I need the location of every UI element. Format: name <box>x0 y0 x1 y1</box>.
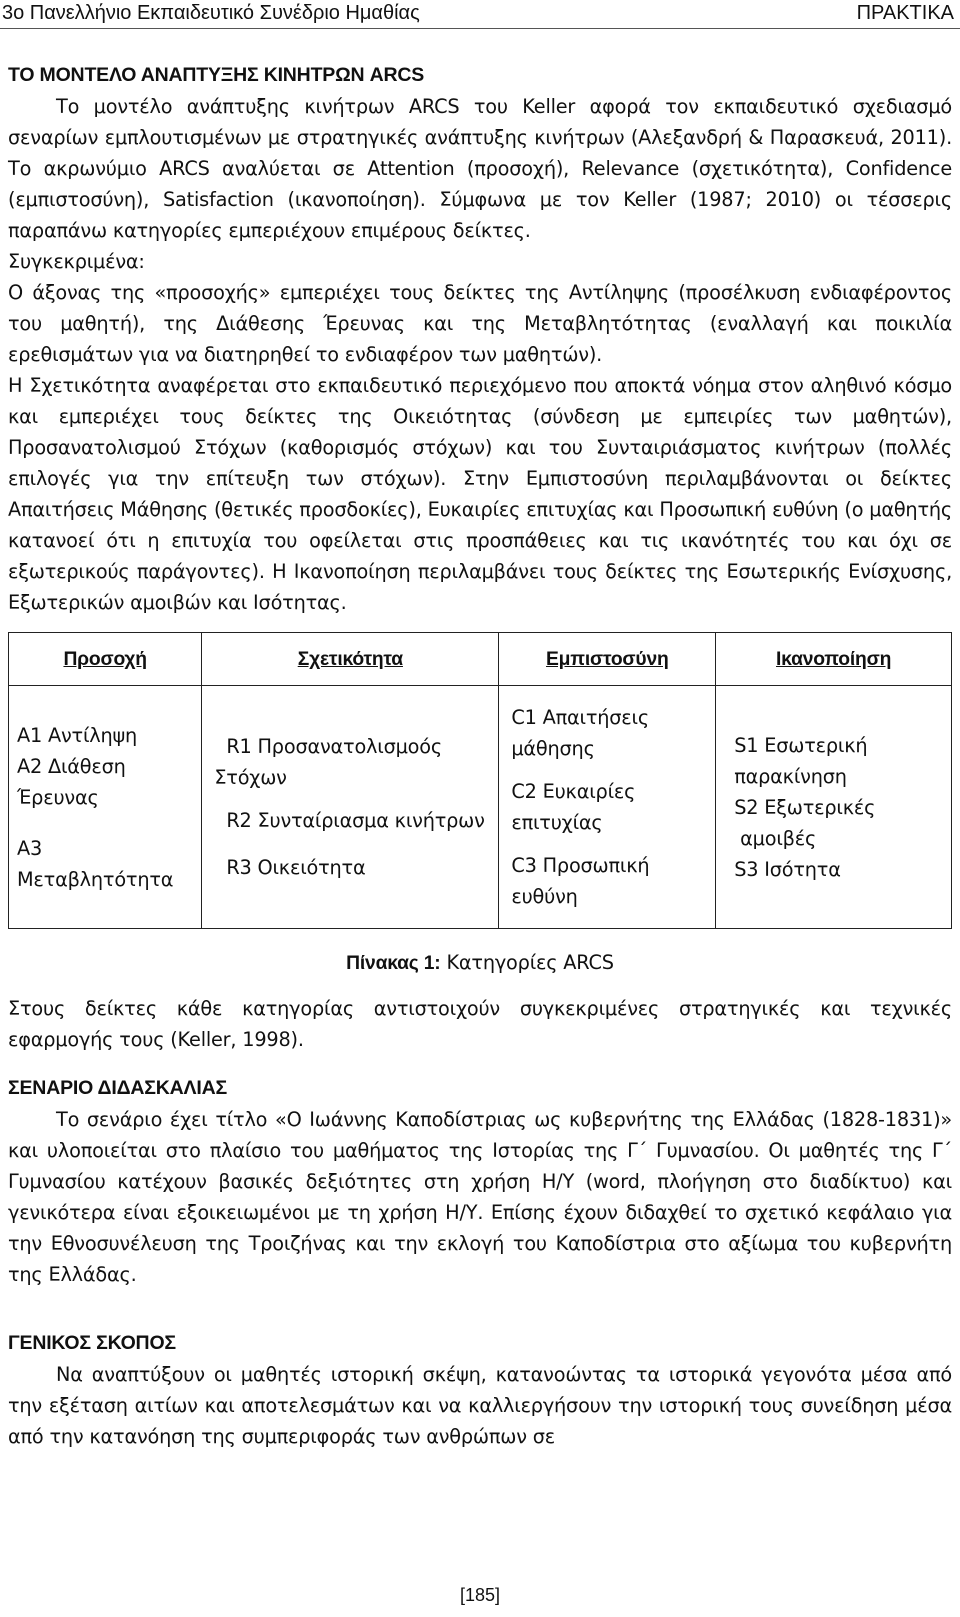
scenario-heading: ΣΕΝΑΡΙΟ ΔΙΔΑΣΚΑΛΙΑΣ <box>8 1077 227 1099</box>
page-header <box>0 0 960 30</box>
attention-a2-cont: Έρευνας <box>17 785 99 809</box>
attention-paragraph: Ο άξονας της «προσοχής» εμπεριέχει τους δείκτες της Αντίληψης (προσέλκυση ενδιαφέροντος του μαθητή), της Διάθεσης Έρευνας και της Μεταβλητότητας (εναλλαγή και ποικιλία ερεθισμάτων για να διατηρηθεί το ενδιαφέρον των μαθητών). <box>8 281 952 366</box>
relevance-r3: R3 Οικειότητα <box>226 856 366 879</box>
relevance-confidence-paragraph: Η Σχετικότητα αναφέρεται στο εκπαιδευτικό περιεχόμενο που αποκτά νόημα στον αληθινό κόσμο και εμπεριέχει τους δείκτες της Οικειότητας (σύνδεση με εμπειρίες των μαθητών), Προσανατολισμού Στόχων (καθορισμός στόχων) και του Συνταιριάσματος κινήτρων (πολλές επιλογές για την επίτευξη των στόχων). Στην Εμπιστοσύνη περιλαμβάνονται οι δείκτες Απαιτήσεις Μάθησης (θετικές προσδοκίες), Ευκαιρίες επιτυχίας και Προσωπική ευθύνη (ο μαθητής κατανοεί ότι η επιτυχία του οφείλεται στις προσπάθειες και τις ικανότητές του και όχι σε εξωτερικούς παράγοντες). Η Ικανοποίηση περιλαμβάνει τους δείκτες της Εσωτερικής Ενίσχυσης, Εξωτερικών αμοιβών και Ισότητας. <box>8 374 952 614</box>
conference-title: 3ο Πανελλήνιο Εκπαιδευτικό Συνέδριο Ημαθίας <box>2 2 420 24</box>
confidence-cell <box>499 686 716 929</box>
confidence-c3-cont: ευθύνη <box>511 885 578 908</box>
attention-a3: Α3 Μεταβλητότητα <box>17 836 174 891</box>
table-header-row <box>9 633 952 686</box>
confidence-c3: C3 Προσωπική <box>511 854 650 877</box>
scenario-paragraph: Το σενάριο έχει τίτλο «Ο Ιωάννης Καποδίστριας ως κυβερνήτης της Ελλάδας (1828-1831)» και υλοποιείται στο πλαίσιο του μαθήματος της Ιστορίας της Γ΄ Γυμνασίου. Οι μαθητές της Γ΄ Γυμνασίου κατέχουν βασικές δεξιότητες στη χρήση Η/Υ (word, πλοήγηση στο διαδίκτυο) και γενικότερα είναι εξοικειωμένοι με τη χρήση Η/Υ. Επίσης έχουν διδαχθεί το σχετικό κεφάλαιο για την Εθνοσυνέλευση της Τροιζήνας και την εκλογή του Καποδίστρια στο αξίωμα του κυβερνήτη της Ελλάδας. <box>8 1108 952 1286</box>
section-label: ΠΡΑΚΤΙΚΑ <box>856 2 954 24</box>
goal-paragraph: Να αναπτύξουν οι μαθητές ιστορική σκέψη, κατανοώντας τα ιστορικά γεγονότα μέσα από την εξέταση αιτίων και αποτελεσμάτων και να καλλιεργήσουν την ιστορική τους συνείδηση μέσα από την κατανόηση της συμπεριφοράς των ανθρώπων σε <box>8 1363 952 1448</box>
table-caption-label: Πίνακας 1: <box>346 953 441 974</box>
arcs-intro-paragraph: Το μοντέλο ανάπτυξης κινήτρων ARCS του Keller αφορά τον εκπαιδευτικό σχεδιασμό σεναρίων εμπλουτισμένων με στρατηγικές ανάπτυξης κινήτρων (Αλεξανδρή & Παρασκευά, 2011). Το ακρωνύμιο ARCS αναλύεται σε Attention (προσοχή), Relevance (σχετικότητα), Confidence (εμπιστοσύνη), Satisfaction (ικανοποίηση). Σύμφωνα με τον Keller (1987; 2010) οι τέσσερις παραπάνω κατηγορίες εμπεριέχουν επιμέρους δείκτες. <box>8 95 952 242</box>
relevance-r1-cont: Στόχων <box>214 766 287 789</box>
arcs-table <box>8 632 952 929</box>
attention-cell <box>9 686 202 929</box>
arcs-heading: ΤΟ ΜΟΝΤΕΛΟ ΑΝΑΠΤΥΞΗΣ ΚΙΝΗΤΡΩΝ ARCS <box>8 64 425 86</box>
attention-a1: Α1 Αντίληψη <box>17 723 138 747</box>
header-satisfaction: Ικανοποίηση <box>716 633 952 686</box>
page-number: [185] <box>459 1585 501 1605</box>
header-attention: Προσοχή <box>9 633 202 686</box>
satisfaction-s3: S3 Ισότητα <box>734 857 841 881</box>
attention-a2: Α2 Διάθεση <box>17 754 126 778</box>
satisfaction-s2-cont: αμοιβές <box>734 826 817 850</box>
table-caption <box>8 947 952 979</box>
confidence-c2: C2 Ευκαιρίες <box>511 780 636 803</box>
relevance-r1: R1 Προσανατολισμοός <box>226 735 442 758</box>
specifically-line: Συγκεκριμένα: <box>8 250 145 273</box>
confidence-c1: C1 Απαιτήσεις <box>511 706 649 729</box>
document-body <box>8 60 952 1452</box>
header-confidence: Εμπιστοσύνη <box>499 633 716 686</box>
arcs-table-block <box>8 632 952 979</box>
table-caption-text: Κατηγορίες ARCS <box>440 951 614 974</box>
satisfaction-s1: S1 Εσωτερική <box>734 733 868 757</box>
satisfaction-cell <box>716 686 952 929</box>
header-divider <box>0 28 960 29</box>
confidence-c1-cont: μάθησης <box>511 737 595 760</box>
relevance-r2: R2 Συνταίριασμα κινήτρων <box>226 809 485 832</box>
goal-heading: ΓΕΝΙΚΟΣ ΣΚΟΠΟΣ <box>8 1332 176 1354</box>
confidence-c2-cont: επιτυχίας <box>511 811 603 834</box>
strategies-paragraph: Στους δείκτες κάθε κατηγορίας αντιστοιχούν συγκεκριμένες στρατηγικές και τεχνικές εφαρμογής τους (Keller, 1998). <box>8 997 952 1051</box>
relevance-cell <box>202 686 499 929</box>
header-relevance: Σχετικότητα <box>202 633 499 686</box>
satisfaction-s2: S2 Εξωτερικές <box>734 795 876 819</box>
table-row <box>9 686 952 929</box>
satisfaction-s1-cont: παρακίνηση <box>734 764 847 788</box>
